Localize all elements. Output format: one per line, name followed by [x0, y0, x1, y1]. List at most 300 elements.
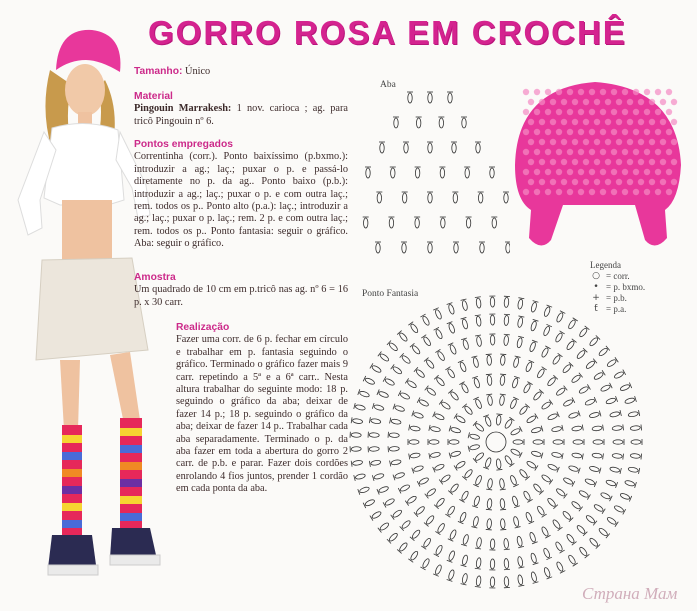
stitch-symbol — [449, 450, 461, 459]
stitch-symbol — [407, 92, 413, 103]
tamanho-section — [134, 66, 348, 78]
stitch-symbol — [540, 346, 551, 359]
stitch-symbol — [472, 495, 481, 507]
stitch-symbol — [503, 454, 514, 466]
legend-item: + = p.b. — [590, 293, 645, 304]
material-text: 1 nov. carioca ; ag. para tricô Pingouin nº 6. — [134, 103, 348, 127]
stitch-symbol — [410, 343, 422, 355]
stitch-symbol — [427, 92, 433, 103]
page-title: GORRO ROSA EM CROCHÊ — [148, 14, 627, 51]
stitch-symbol — [415, 167, 421, 178]
stitch-symbol — [511, 376, 520, 388]
stitch-symbol — [398, 483, 411, 493]
stitch-symbol — [578, 489, 591, 500]
stitch-symbol — [409, 452, 421, 460]
stitch-symbol — [575, 524, 587, 536]
stitch-symbol — [573, 439, 584, 445]
stitch-symbol — [391, 364, 403, 375]
material-section — [134, 91, 348, 128]
stitch-symbol — [630, 452, 642, 459]
stitch-symbol — [434, 327, 444, 340]
stitch-symbol — [454, 459, 466, 470]
stitch-symbol — [388, 217, 394, 228]
stitch-symbol — [522, 490, 533, 503]
stitch-symbol — [571, 425, 583, 433]
stitch-symbol — [475, 557, 483, 569]
stitch-symbol — [447, 303, 456, 315]
stitch-symbol — [495, 414, 502, 426]
stitch-symbol — [542, 547, 552, 559]
stitch-symbol — [592, 425, 604, 432]
stitch-symbol — [486, 518, 493, 529]
stitch-symbol — [451, 142, 457, 153]
stitch-symbol — [609, 466, 621, 474]
stitch-symbol — [475, 576, 482, 588]
material-heading: Material — [134, 91, 173, 102]
stitch-symbol — [575, 348, 587, 360]
stitch-symbol — [427, 142, 433, 153]
material-yarn: Pingouin Marrakesh: — [134, 103, 232, 115]
stitch-symbol — [473, 421, 485, 433]
stitch-symbol — [489, 314, 495, 325]
stitch-symbol — [567, 318, 578, 330]
stitch-symbol — [565, 339, 576, 351]
stitch-symbol — [532, 389, 544, 401]
stitch-symbol — [397, 331, 409, 343]
aba-chart — [360, 70, 510, 270]
stitch-symbol — [377, 389, 389, 399]
pontos-heading: Pontos empregados — [134, 139, 233, 150]
stitch-symbol — [449, 426, 461, 435]
stitch-symbol — [551, 451, 563, 459]
stitch-symbol — [350, 446, 361, 453]
stitch-symbol — [597, 346, 609, 358]
stitch-symbol — [540, 526, 551, 539]
stitch-symbol — [619, 492, 631, 502]
stitch-symbol — [540, 400, 552, 411]
stitch-symbol — [489, 539, 495, 550]
amostra-text: Um quadrado de 10 cm em p.tricô nas ag. nº 6 = 16 p. x 30 carr. — [134, 284, 348, 308]
stitch-symbol — [473, 397, 483, 409]
stitch-symbol — [536, 505, 547, 517]
stitch-symbol — [393, 471, 405, 480]
stitch-symbol — [448, 439, 459, 445]
stitch-symbol — [453, 242, 459, 253]
stitch-symbol — [612, 424, 624, 431]
stitch-symbol — [516, 536, 524, 548]
stitch-symbol — [619, 383, 631, 393]
stitch-symbol — [358, 389, 370, 398]
stitch-symbol — [530, 571, 539, 583]
stitch-symbol — [417, 397, 430, 408]
stitch-symbol — [570, 500, 582, 512]
stitch-symbol — [531, 426, 543, 435]
stitch-symbol — [478, 192, 484, 203]
stitch-symbol — [606, 357, 618, 368]
stitch-symbol — [533, 439, 544, 445]
stitch-symbol — [405, 378, 417, 389]
stitch-symbol — [390, 167, 396, 178]
stitch-symbol — [471, 356, 480, 368]
stitch-symbol — [516, 556, 524, 568]
stitch-symbol — [458, 360, 468, 372]
stitch-symbol — [427, 242, 433, 253]
stitch-symbol — [400, 353, 412, 365]
stitch-symbol — [433, 308, 443, 320]
stitch-symbol — [390, 458, 402, 466]
stitch-symbol — [403, 142, 409, 153]
stitch-symbol — [513, 439, 524, 445]
stitch-symbol — [510, 426, 523, 436]
stitch-symbol — [414, 367, 426, 379]
stitch-symbol — [516, 316, 524, 328]
stitch-symbol — [555, 487, 567, 498]
stitch-symbol — [464, 167, 470, 178]
stitch-symbol — [429, 425, 441, 433]
stitch-symbol — [613, 439, 624, 445]
stitch-symbol — [524, 360, 534, 372]
stitch-symbol — [414, 217, 420, 228]
stitch-symbol — [458, 511, 468, 523]
stitch-symbol — [400, 519, 412, 531]
stitch-symbol — [393, 404, 405, 413]
stitch-symbol — [631, 439, 642, 445]
stitch-symbol — [516, 298, 524, 310]
stitch-symbol — [412, 411, 424, 420]
realizacao-section — [176, 322, 348, 496]
stitch-symbol — [461, 534, 470, 546]
stitch-symbol — [562, 476, 575, 487]
stitch-symbol — [593, 503, 605, 514]
stitch-symbol — [561, 510, 573, 522]
stitch-symbol — [370, 510, 383, 521]
stitch-symbol — [530, 301, 539, 313]
stitch-symbol — [424, 358, 436, 370]
stitch-symbol — [420, 314, 431, 327]
stitch-symbol — [624, 396, 636, 405]
stitch-symbol — [440, 217, 446, 228]
stitch-symbol — [568, 411, 580, 420]
stitch-symbol — [445, 367, 456, 379]
stitch-symbol — [354, 403, 366, 412]
stitch-symbol — [499, 518, 506, 529]
stitch-symbol — [350, 432, 361, 439]
stitch-symbol — [402, 192, 408, 203]
stitch-symbol — [405, 494, 417, 505]
stitch-symbol — [489, 577, 495, 588]
stitch-symbol — [398, 391, 411, 401]
stitch-symbol — [526, 459, 538, 470]
stitch-symbol — [428, 439, 439, 445]
stitch-symbol — [628, 410, 640, 418]
stitch-symbol — [454, 414, 466, 425]
stitch-symbol — [593, 439, 604, 445]
stitch-symbol — [528, 531, 538, 543]
stitch-symbol — [503, 538, 510, 550]
stitch-symbol — [475, 142, 481, 153]
stitch-symbol — [466, 217, 472, 228]
stitch-symbol — [391, 508, 403, 519]
stitch-symbol — [551, 353, 562, 365]
stitch-symbol — [503, 576, 510, 587]
stitch-symbol — [459, 490, 470, 503]
stitch-symbol — [578, 384, 591, 395]
stitch-symbol — [351, 417, 363, 425]
stitch-symbol — [554, 331, 565, 344]
stitch-symbol — [613, 504, 626, 515]
stitch-symbol — [401, 242, 407, 253]
stitch-symbol — [468, 432, 480, 440]
stitch-symbol — [387, 340, 399, 352]
watermark: Страна Мам — [582, 584, 678, 603]
stitch-symbol — [409, 425, 421, 433]
stitch-symbol — [546, 375, 558, 387]
stitch-symbol — [547, 462, 559, 472]
stitch-symbol — [584, 397, 596, 407]
stitch-symbol — [526, 414, 538, 425]
stitch-symbol — [447, 322, 457, 334]
stitch-symbol — [585, 514, 597, 526]
stitch-symbol — [363, 498, 376, 508]
stitch-symbol — [448, 529, 458, 542]
stitch-symbol — [433, 462, 445, 472]
stitch-symbol — [499, 498, 506, 510]
double-crochet-icon: ƭ — [594, 304, 598, 314]
stitch-symbol — [529, 552, 538, 564]
stitch-symbol — [372, 472, 384, 481]
stitch-symbol — [529, 319, 538, 331]
stitch-symbol — [588, 537, 600, 549]
stitch-symbol — [372, 403, 384, 412]
stitch-symbol — [434, 497, 446, 509]
stitch-symbol — [472, 376, 481, 388]
stitch-symbol — [567, 554, 578, 566]
stitch-symbol — [503, 334, 510, 346]
stitch-symbol — [511, 495, 520, 507]
stitch-symbol — [412, 464, 424, 473]
legend-item: ○ = corr. — [590, 271, 645, 282]
stitch-symbol — [528, 340, 538, 352]
stitch-symbol — [503, 296, 510, 307]
amostra-section — [134, 272, 348, 309]
stitch-symbol — [397, 541, 409, 553]
stitch-symbol — [543, 567, 553, 579]
stitch-symbol — [543, 305, 553, 317]
stitch-symbol — [445, 505, 456, 517]
stitch-symbol — [461, 338, 470, 350]
stitch-symbol — [351, 459, 363, 467]
stitch-symbol — [592, 452, 604, 459]
stitch-symbol — [495, 459, 502, 471]
stitch-symbol — [420, 557, 431, 570]
stitch-symbol — [628, 466, 640, 474]
stitch-symbol — [416, 117, 422, 128]
stitch-symbol — [624, 479, 636, 488]
stitch-symbol — [368, 432, 379, 439]
stitch-symbol — [510, 447, 523, 457]
stitch-symbol — [536, 367, 547, 379]
stitch-symbol — [561, 362, 573, 374]
realizacao-heading: Realização — [176, 322, 230, 333]
stitch-symbol — [447, 550, 457, 562]
stitch-symbol — [554, 541, 565, 554]
stitch-symbol — [421, 335, 432, 347]
aba-label: Aba — [380, 80, 396, 90]
stitch-symbol — [461, 554, 470, 566]
stitch-symbol — [376, 192, 382, 203]
stitch-symbol — [499, 354, 506, 365]
stitch-symbol — [486, 498, 493, 510]
stitch-symbol — [589, 411, 601, 420]
stitch-symbol — [475, 297, 482, 309]
stitch-symbol — [439, 167, 445, 178]
stitch-symbol — [471, 516, 480, 528]
stitch-symbol — [570, 373, 582, 385]
stitch-symbol — [434, 544, 444, 557]
stitch-symbol — [435, 522, 446, 535]
stitch-symbol — [365, 167, 371, 178]
stitch-symbol — [479, 242, 485, 253]
stitch-symbol — [370, 363, 383, 374]
stitch-symbol — [435, 349, 446, 362]
stitch-symbol — [630, 424, 642, 431]
stitch-symbol — [532, 482, 544, 494]
realizacao-text: Fazer uma corr. de 6 p. fechar em círculo e trabalhar em p. fantasia seguindo o gráfico. Terminado o gráfico fazer mais 9 carr. repetindo a 5ª e a 6ª carr.. Nesta altura trabalhar do seguinte modo: 18 p. seguindo o gráfico da aba; deixar de fazer 14 p.; 18 p. seguindo o gráfico da aba; deixar de fazer 14 p.. Trabalhar cada aba separadamente. Terminado o p. da aba fazer em toda a abertura do gorro 2 carr. de p.b. e parar. Fazer dois cordões enrolando 4 fios juntos, prender 1 cordão em cada ponta da aba. — [176, 334, 348, 495]
stitch-symbol — [498, 478, 506, 490]
stitch-symbol — [512, 516, 521, 528]
chain-symbol-icon: ○ — [592, 271, 600, 281]
hat-photo — [495, 70, 695, 260]
stitch-symbol — [531, 450, 543, 459]
stitch-symbol — [408, 439, 419, 445]
stitch-symbol — [486, 478, 494, 490]
stitch-symbol — [379, 142, 385, 153]
stitch-symbol — [439, 473, 451, 484]
stitch-symbol — [461, 573, 469, 585]
stitch-symbol — [377, 485, 389, 495]
stitch-symbol — [378, 351, 390, 362]
stitch-symbol — [606, 516, 618, 527]
stitch-symbol — [516, 574, 524, 586]
stitch-symbol — [358, 485, 370, 494]
stitch-symbol — [368, 446, 379, 453]
stitch-symbol — [584, 477, 596, 487]
stitch-symbol — [542, 324, 552, 336]
stitch-symbol — [448, 389, 460, 401]
stitch-symbol — [448, 482, 460, 494]
stitch-symbol — [438, 117, 444, 128]
stitch-symbol — [483, 415, 493, 427]
stitch-symbol — [473, 474, 483, 486]
stitch-symbol — [547, 412, 559, 422]
stitch-symbol — [461, 299, 469, 311]
stitch-symbol — [605, 396, 617, 405]
tamanho-value: Único — [185, 66, 211, 77]
stitch-symbol — [429, 451, 441, 459]
stitch-symbol — [486, 354, 493, 365]
stitch-symbol — [383, 497, 396, 508]
stitch-symbol — [509, 474, 519, 486]
stitch-symbol — [475, 315, 483, 327]
stitch-symbol — [512, 356, 521, 368]
stitch-symbol — [551, 425, 563, 433]
fantasia-label: Ponto Fantasia — [362, 289, 419, 299]
stitch-symbol — [518, 404, 530, 416]
stitch-symbol — [571, 452, 583, 460]
stitch-symbol — [383, 376, 396, 387]
stitch-symbol — [461, 317, 470, 329]
stitch-symbol — [585, 359, 597, 371]
stitch-symbol — [605, 478, 617, 487]
stitch-symbol — [434, 375, 446, 387]
stitch-symbol — [486, 374, 493, 386]
stitch-symbol — [462, 468, 474, 480]
stitch-symbol — [354, 472, 366, 481]
legend-item: ƭ = p.a. — [590, 304, 645, 315]
slip-stitch-icon: • — [593, 282, 599, 292]
stitch-symbol — [612, 452, 624, 459]
stitch-symbol — [473, 451, 485, 463]
legend-title: Legenda — [590, 260, 621, 270]
stitch-symbol — [408, 322, 419, 334]
stitch-symbol — [555, 311, 565, 324]
stitch-symbol — [439, 400, 451, 411]
stitch-symbol — [555, 386, 567, 397]
stitch-symbol — [565, 533, 576, 545]
stitch-symbol — [578, 326, 590, 338]
stitch-symbol — [425, 487, 437, 498]
stitch-symbol — [555, 561, 565, 574]
stitch-symbol — [390, 418, 402, 426]
stitch-symbol — [408, 550, 419, 562]
stitch-symbol — [499, 374, 506, 386]
stitch-symbol — [483, 457, 493, 469]
stitch-symbol — [589, 465, 601, 474]
amostra-heading: Amostra — [134, 272, 176, 283]
stitch-symbol — [421, 537, 432, 549]
stitch-symbol — [546, 497, 558, 509]
stitch-symbol — [503, 417, 514, 429]
stitch-symbol — [486, 394, 494, 406]
stitch-symbol — [475, 335, 483, 347]
stitch-symbol — [597, 526, 609, 538]
stitch-symbol — [516, 336, 524, 348]
stitch-symbol — [447, 92, 453, 103]
stitch-symbol — [393, 117, 399, 128]
stitch-symbol — [375, 242, 381, 253]
stitch-symbol — [600, 491, 613, 501]
stitch-symbol — [593, 370, 605, 381]
stitch-symbol — [489, 296, 495, 307]
stitch-symbol — [503, 558, 510, 569]
stitch-symbol — [459, 382, 470, 395]
stitch-symbol — [540, 473, 552, 484]
stitch-symbol — [427, 192, 433, 203]
stitch-symbol — [424, 514, 436, 526]
stitch-symbol — [524, 511, 534, 523]
stitch-symbol — [489, 334, 495, 345]
stitch-symbol — [363, 217, 369, 228]
stitch-symbol — [509, 397, 519, 409]
stitch-symbol — [414, 505, 426, 517]
ponto-fantasia-chart — [340, 292, 652, 592]
stitch-symbol — [551, 518, 562, 530]
stitch-symbol — [462, 404, 474, 416]
stitch-symbol — [613, 370, 626, 381]
stitch-symbol — [369, 459, 381, 467]
stitch-symbol — [553, 439, 564, 445]
stitch-symbol — [433, 564, 443, 576]
